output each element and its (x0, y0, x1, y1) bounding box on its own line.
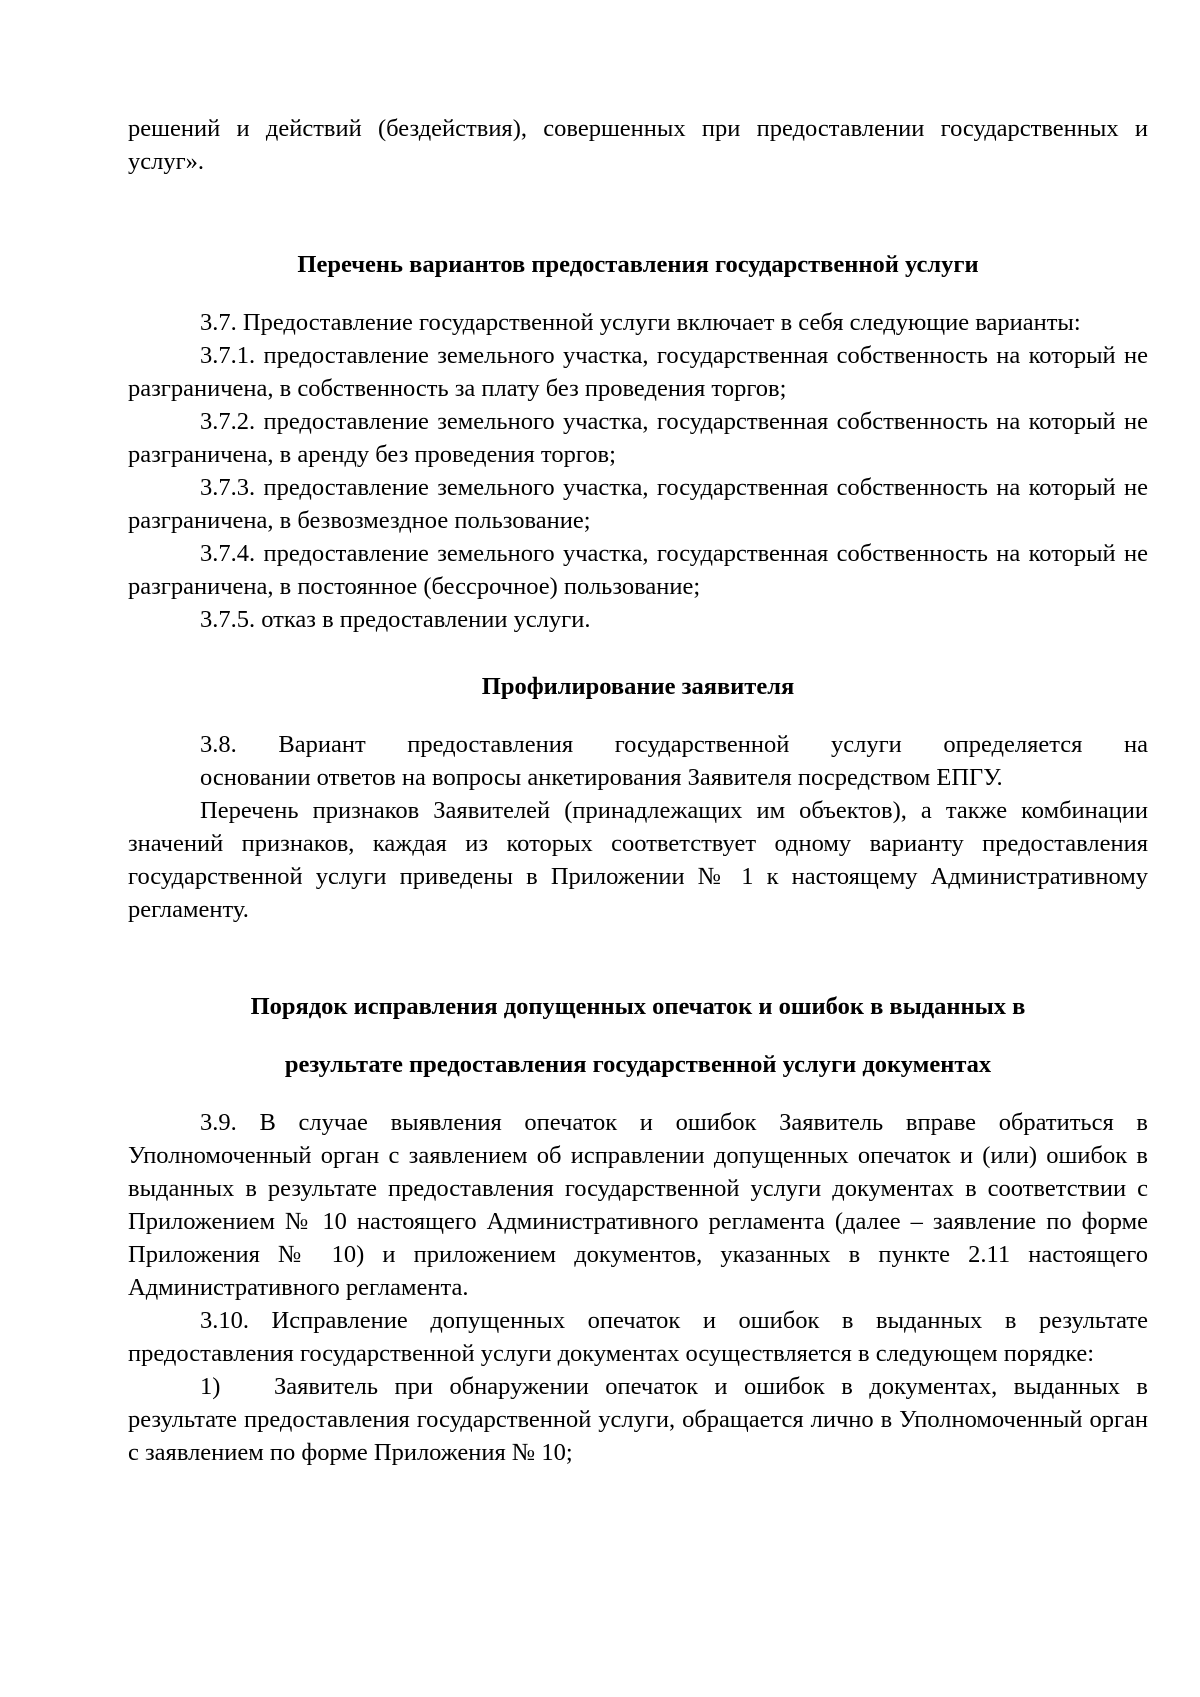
paragraph-3-7-1: 3.7.1. предоставление земельного участка, государственная собственность на который не разграничена, в собственность за плату без проведения торгов; (128, 342, 1148, 402)
intro-paragraph: решений и действий (бездействия), совершенных при предоставлении государственных и услуг». (128, 115, 1148, 175)
paragraph-3-7-2: 3.7.2. предоставление земельного участка, государственная собственность на который не разграничена, в аренду без проведения торгов; (128, 408, 1148, 468)
list-item-1-number: 1) (200, 1373, 221, 1400)
heading-corrections-line2: результате предоставления государственной услуги документах (284, 1051, 992, 1078)
document-page (128, 112, 1148, 1469)
heading-variants: Перечень вариантов предоставления государственной услуги (297, 251, 979, 278)
heading-profiling: Профилирование заявителя (481, 673, 795, 700)
paragraph-3-10: 3.10. Исправление допущенных опечаток и ошибок в выданных в результате предоставления государственной услуги документах осуществляется в следующем порядке: (128, 1307, 1148, 1367)
list-item-1 (128, 1370, 1148, 1469)
paragraph-3-7-3: 3.7.3. предоставление земельного участка, государственная собственность на который не разграничена, в безвозмездное пользование; (128, 474, 1148, 534)
heading-corrections-line1: Порядок исправления допущенных опечаток и ошибок в выданных в (250, 993, 1026, 1020)
paragraph-3-8-line2: основании ответов на вопросы анкетирования Заявителя посредством ЕПГУ. (200, 764, 1003, 791)
paragraph-3-7-5: 3.7.5. отказ в предоставлении услуги. (200, 606, 591, 633)
paragraph-3-7: 3.7. Предоставление государственной услуги включает в себя следующие варианты: (200, 309, 1081, 336)
list-item-1-text: Заявитель при обнаружении опечаток и ошибок в документах, выданных в результате предоставления государственной услуги, обращается лично в Уполномоченный орган с заявлением по форме Приложения № 10; (128, 1373, 1148, 1466)
paragraph-3-9: 3.9. В случае выявления опечаток и ошибок Заявитель вправе обратиться в Уполномоченный орган с заявлением об исправлении допущенных опечаток и (или) ошибок в выданных в результате предоставления государственной услуги документах в соответствии с Приложением № 10 настоящего Административного регламента (далее – заявление по форме Приложения № 10) и приложением документов, указанных в пункте 2.11 настоящего Административного регламента. (128, 1109, 1148, 1301)
paragraph-3-8-line1: 3.8. Вариант предоставления государственной услуги определяется на (200, 731, 1148, 758)
paragraph-3-8-list: Перечень признаков Заявителей (принадлежащих им объектов), а также комбинации значений признаков, каждая из которых соответствует одному варианту предоставления государственной услуги приведены в Приложении № 1 к настоящему Административному регламенту. (128, 797, 1148, 923)
paragraph-3-7-4: 3.7.4. предоставление земельного участка, государственная собственность на который не разграничена, в постоянное (бессрочное) пользование; (128, 540, 1148, 600)
